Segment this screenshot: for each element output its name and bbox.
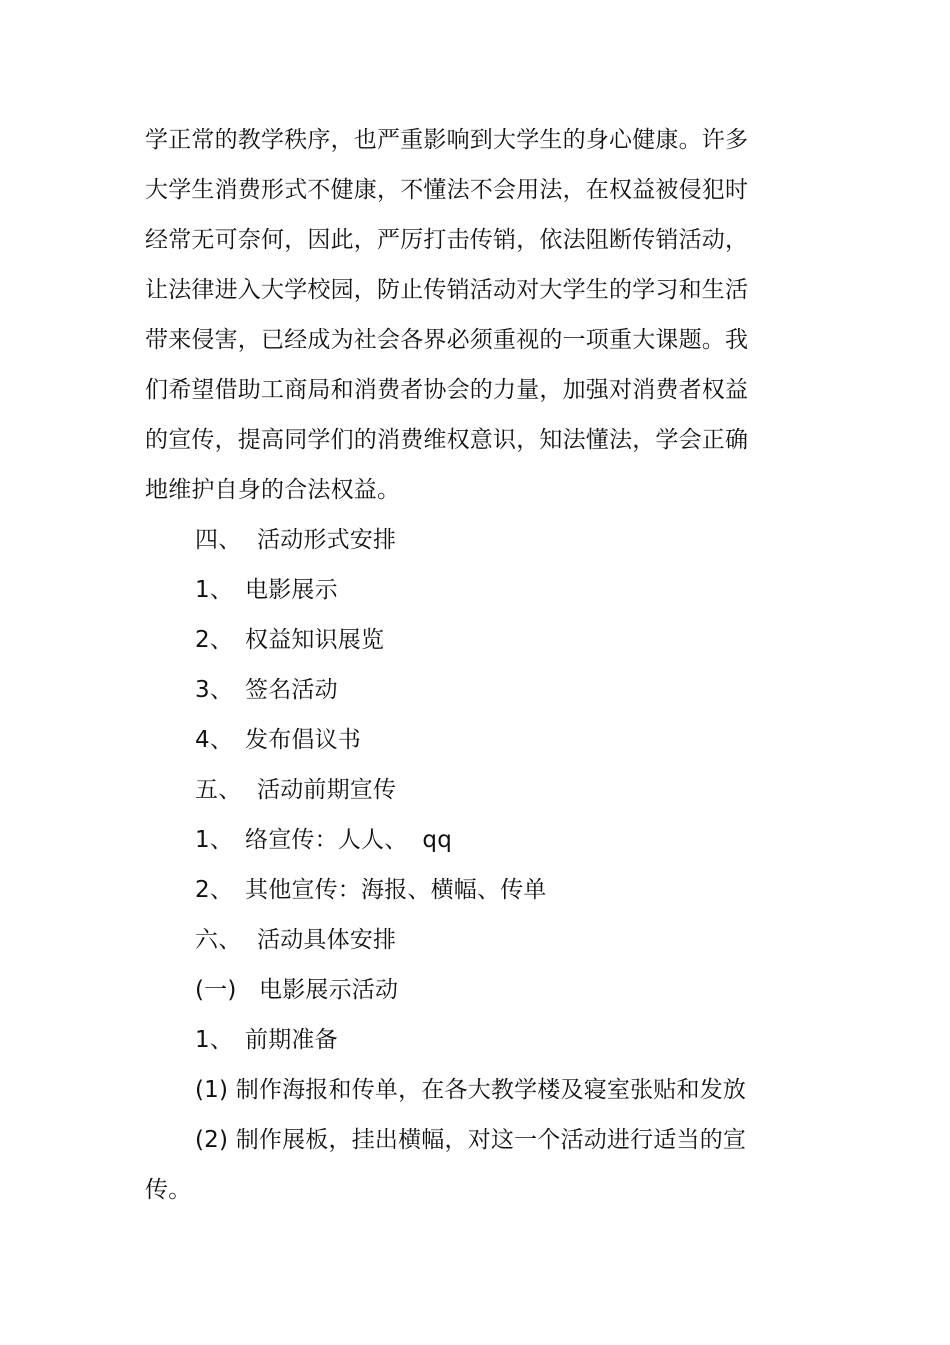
list-item-text: 电影展示 <box>245 577 338 603</box>
paragraph-line: 大学生消费形式不健康，不懂法不会用法，在权益被侵犯时 <box>145 177 749 203</box>
list-item-number: 2、 <box>195 627 234 653</box>
list-item-number: 1、 <box>195 577 234 603</box>
paragraph-line: 学正常的教学秩序，也严重影响到大学生的身心健康。许多 <box>145 127 749 153</box>
list-item-text: 其他宣传：海报、横幅、传单 <box>245 877 547 903</box>
section-heading-6 <box>195 925 396 955</box>
section-title: 活动前期宣传 <box>257 777 397 803</box>
section-heading-5 <box>195 775 396 805</box>
section-title: 活动具体安排 <box>257 927 397 953</box>
section-heading-4 <box>195 525 396 555</box>
list-item-text: 络宣传：人人、 qq <box>245 827 453 853</box>
paragraph-line: (2) 制作展板，挂出横幅，对这一个活动进行适当的宣 <box>195 1127 747 1153</box>
list-item-number: 2、 <box>195 877 234 903</box>
list-item-text: 前期准备 <box>245 1027 338 1053</box>
paragraph-line: (1) 制作海报和传单，在各大教学楼及寝室张贴和发放 <box>195 1077 747 1103</box>
list-item <box>195 575 338 605</box>
list-item-text: 发布倡议书 <box>245 727 361 753</box>
list-item-number: 3、 <box>195 677 234 703</box>
section-number: 五、 <box>195 777 242 803</box>
list-item-text: 签名活动 <box>245 677 338 703</box>
list-item <box>195 825 452 855</box>
subsection-title: 电影展示活动 <box>259 977 399 1003</box>
paragraph-line: 们希望借助工商局和消费者协会的力量，加强对消费者权益 <box>145 377 749 403</box>
paragraph-line: 让法律进入大学校园，防止传销活动对大学生的学习和生活 <box>145 277 749 303</box>
paragraph-line: 带来侵害，已经成为社会各界必须重视的一项重大课题。我 <box>145 327 749 353</box>
section-number: 六、 <box>195 927 242 953</box>
list-item-number: 1、 <box>195 1027 234 1053</box>
paragraph-line: 传。 <box>145 1177 192 1203</box>
paragraph-line: 的宣传，提高同学们的消费维权意识，知法懂法，学会正确 <box>145 427 749 453</box>
list-item <box>195 675 338 705</box>
section-number: 四、 <box>195 527 242 553</box>
list-item-number: 1、 <box>195 827 234 853</box>
list-item <box>195 725 361 755</box>
section-title: 活动形式安排 <box>257 527 397 553</box>
subsection-heading <box>195 975 398 1005</box>
paragraph-line: 经常无可奈何，因此，严厉打击传销，依法阻断传销活动， <box>145 227 749 253</box>
list-item <box>195 875 547 905</box>
list-item-number: 4、 <box>195 727 234 753</box>
subsection-number: (一) <box>195 977 237 1003</box>
list-item <box>195 625 384 655</box>
list-item <box>195 1025 338 1055</box>
paragraph-line: 地维护自身的合法权益。 <box>145 477 401 503</box>
list-item-text: 权益知识展览 <box>245 627 385 653</box>
